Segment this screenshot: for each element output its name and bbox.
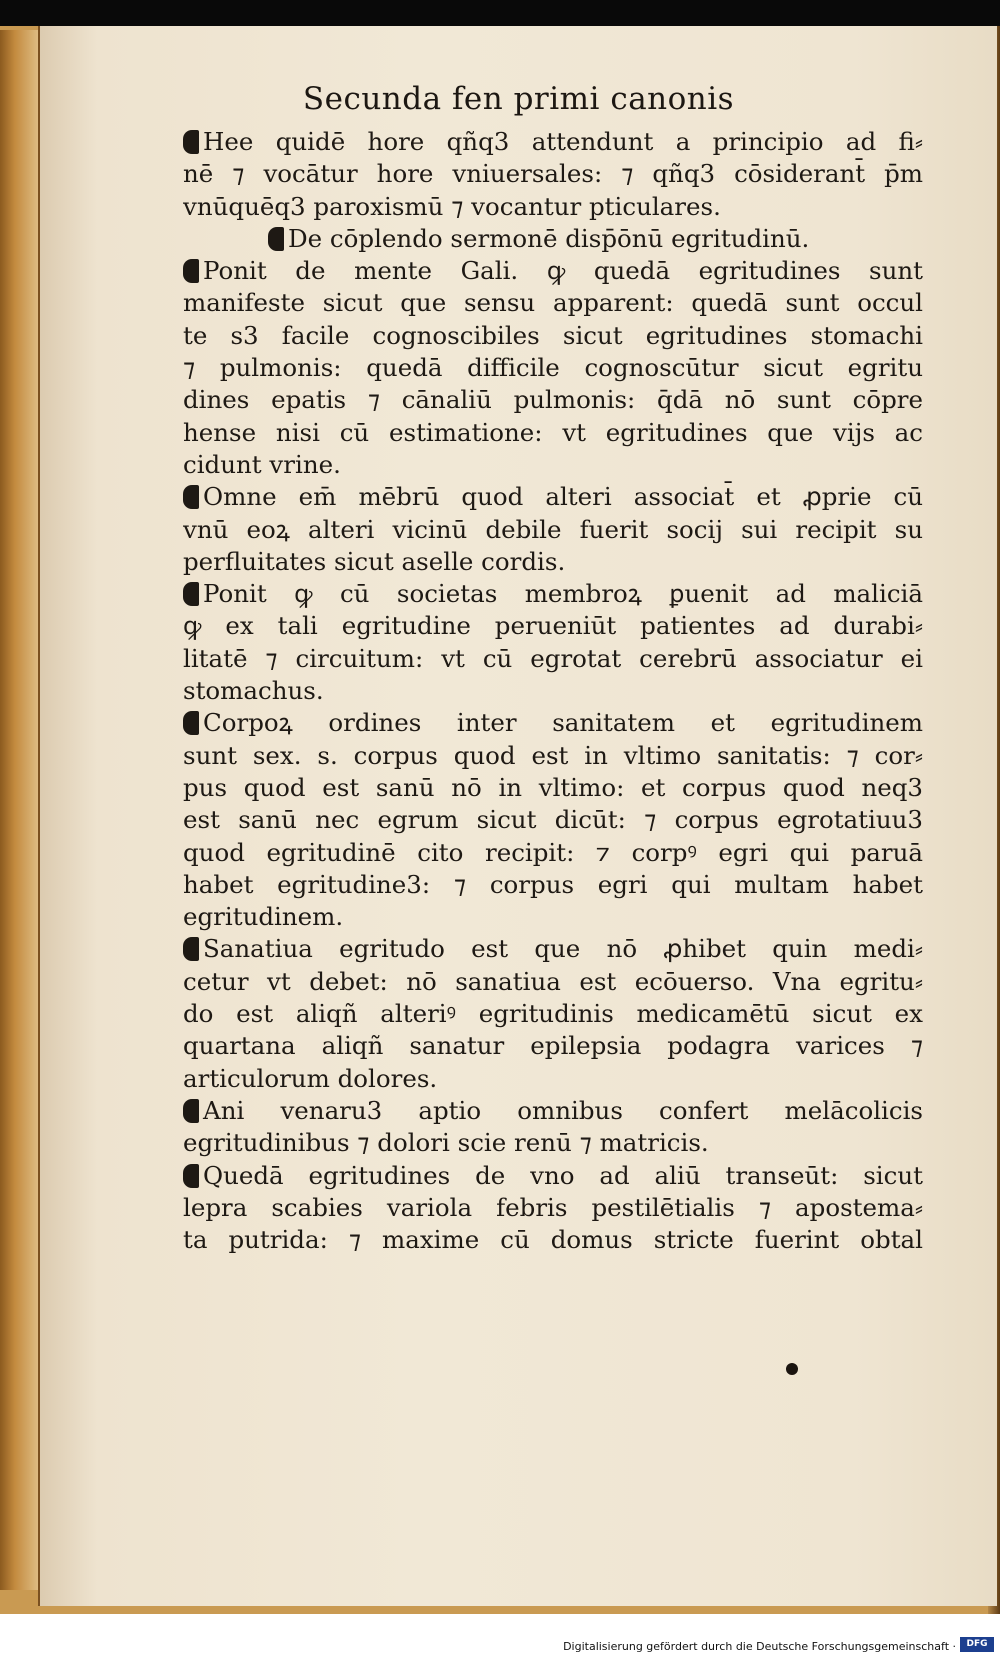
text-line bbox=[183, 449, 923, 481]
text-line bbox=[183, 1030, 923, 1062]
text-line bbox=[183, 287, 923, 319]
text-line bbox=[183, 998, 923, 1030]
text-line-content: manifeste sicut que sensu apparent: quedā sunt occul bbox=[183, 288, 923, 318]
paragraph-mark-icon bbox=[183, 1164, 199, 1188]
text-block bbox=[183, 126, 923, 1256]
text-line bbox=[183, 126, 923, 158]
text-line-content: Ponit ꝙ cū societas membroꝝ ꝑuenit ad maliciā bbox=[203, 579, 923, 609]
text-line-content: est sanū nec egrum sicut dicūt: ⁊ corpus egrotatiuu3 bbox=[183, 805, 923, 835]
text-line bbox=[183, 933, 923, 965]
text-line bbox=[183, 740, 923, 772]
text-line bbox=[183, 191, 923, 223]
text-line-content: ꝙ ex tali egritudine perueniūt patientes ad durabi⸗ bbox=[183, 611, 923, 641]
text-line bbox=[183, 514, 923, 546]
text-line bbox=[183, 481, 923, 513]
text-line-content: nē ⁊ vocātur hore vniuersales: ⁊ qñq3 cōsiderant̄ p̄m bbox=[183, 159, 923, 189]
text-line-content: litatē ⁊ circuitum: vt cū egrotat cerebrū associatur ei bbox=[183, 643, 923, 673]
text-line-content: ta putrida: ⁊ maxime cū domus stricte fuerint obtal bbox=[183, 1225, 923, 1255]
text-line-content: egritudinem. bbox=[183, 902, 344, 932]
text-line bbox=[183, 352, 923, 384]
paragraph-mark-icon bbox=[183, 711, 199, 735]
text-line-content: articulorum dolores. bbox=[183, 1063, 438, 1093]
text-line bbox=[183, 1095, 923, 1127]
text-line-content: quod egritudinē cito recipit: ⁊ corpꝰ egri qui paruā bbox=[183, 837, 923, 867]
text-line bbox=[183, 1127, 923, 1159]
funding-credit: Digitalisierung gefördert durch die Deutsche Forschungsgemeinschaft · bbox=[563, 1640, 956, 1653]
text-line bbox=[183, 223, 923, 255]
text-line bbox=[183, 1160, 923, 1192]
text-line-content: Hee quidē hore qñq3 attendunt a principio ad fi⸗ bbox=[203, 127, 923, 156]
dfg-logo: DFG bbox=[960, 1637, 994, 1652]
paragraph-mark-icon bbox=[183, 1099, 199, 1123]
text-line bbox=[183, 320, 923, 352]
text-line-content: sunt sex. s. corpus quod est in vltimo sanitatis: ⁊ cor⸗ bbox=[183, 740, 923, 770]
paragraph-mark-icon bbox=[268, 227, 284, 251]
text-line bbox=[183, 707, 923, 739]
text-line-content: habet egritudine3: ⁊ corpus egri qui multam habet bbox=[183, 869, 923, 899]
book-page bbox=[38, 26, 997, 1606]
text-line-content: Quedā egritudines de vno ad aliū transeūt: sicut bbox=[203, 1160, 923, 1190]
text-line bbox=[183, 869, 923, 901]
text-line bbox=[183, 1192, 923, 1224]
text-line bbox=[183, 837, 923, 869]
text-line bbox=[183, 417, 923, 449]
text-line-content: cetur vt debet: nō sanatiua est ecōuerso. Vna egritu⸗ bbox=[183, 966, 923, 996]
running-head: Secunda fen primi canonis bbox=[302, 81, 735, 117]
text-line-content: cidunt vrine. bbox=[183, 449, 341, 479]
text-line-content: dines epatis ⁊ cānaliū pulmonis: q̄dā nō sunt cōpre bbox=[183, 385, 923, 415]
text-line-content: lepra scabies variola febris pestilētialis ⁊ apostema⸗ bbox=[183, 1192, 923, 1222]
text-line-content: hense nisi cū estimatione: vt egritudines que vijs ac bbox=[183, 417, 923, 447]
text-line-content: quartana aliqñ sanatur epilepsia podagra varices ⁊ bbox=[183, 1031, 923, 1061]
text-line bbox=[183, 546, 923, 578]
text-line bbox=[183, 966, 923, 998]
top-border bbox=[0, 0, 1000, 26]
text-line-content: Ponit de mente Gali. ꝙ quedā egritudines sunt bbox=[203, 256, 923, 286]
text-line-content: egritudinibus ⁊ dolori scie renū ⁊ matricis. bbox=[183, 1128, 709, 1158]
text-line-content: perfluitates sicut aselle cordis. bbox=[183, 546, 566, 576]
text-line-content: ⁊ pulmonis: quedā difficile cognoscūtur sicut egritu bbox=[183, 353, 923, 383]
paragraph-mark-icon bbox=[183, 485, 199, 509]
text-line-content: Corpoꝝ ordines inter sanitatem et egritudinem bbox=[203, 708, 923, 738]
text-line-content: te s3 facile cognoscibiles sicut egritudines stomachi bbox=[183, 320, 923, 350]
page-gutter bbox=[0, 30, 42, 1590]
text-line bbox=[183, 643, 923, 675]
text-line-content: Sanatiua egritudo est que nō ꝓhibet quin medi⸗ bbox=[203, 934, 923, 964]
text-line-content: vnūquēq3 paroxismū ⁊ vocantur pticulares. bbox=[183, 191, 721, 221]
text-line-content: pus quod est sanū nō in vltimo: et corpus quod neq3 bbox=[183, 772, 923, 802]
ink-dot bbox=[786, 1363, 798, 1375]
text-line bbox=[183, 578, 923, 610]
paragraph-mark-icon bbox=[183, 130, 199, 154]
text-line bbox=[183, 1063, 923, 1095]
paragraph-mark-icon bbox=[183, 582, 199, 606]
text-line bbox=[183, 158, 923, 190]
text-line bbox=[183, 610, 923, 642]
text-line bbox=[183, 1224, 923, 1256]
text-line bbox=[183, 675, 923, 707]
text-line-content: vnū eoꝝ alteri vicinū debile fuerit socij sui recipit su bbox=[183, 514, 923, 544]
text-line-content: Ani venaru3 aptio omnibus confert melācolicis bbox=[203, 1095, 923, 1125]
text-line bbox=[183, 384, 923, 416]
text-line bbox=[183, 772, 923, 804]
text-line-content: stomachus. bbox=[183, 676, 324, 706]
text-line-content: De cōplendo sermonē disp̄ōnū egritudinū. bbox=[288, 223, 810, 253]
text-line bbox=[183, 901, 923, 933]
text-line-content: do est aliqñ alteriꝰ egritudinis medicamētū sicut ex bbox=[183, 999, 923, 1029]
paragraph-mark-icon bbox=[183, 259, 199, 283]
text-line bbox=[183, 255, 923, 287]
text-line bbox=[183, 804, 923, 836]
text-line-content: Omne em̄ mēbrū quod alteri associat̄ et ꝓprie cū bbox=[203, 482, 923, 512]
paragraph-mark-icon bbox=[183, 937, 199, 961]
